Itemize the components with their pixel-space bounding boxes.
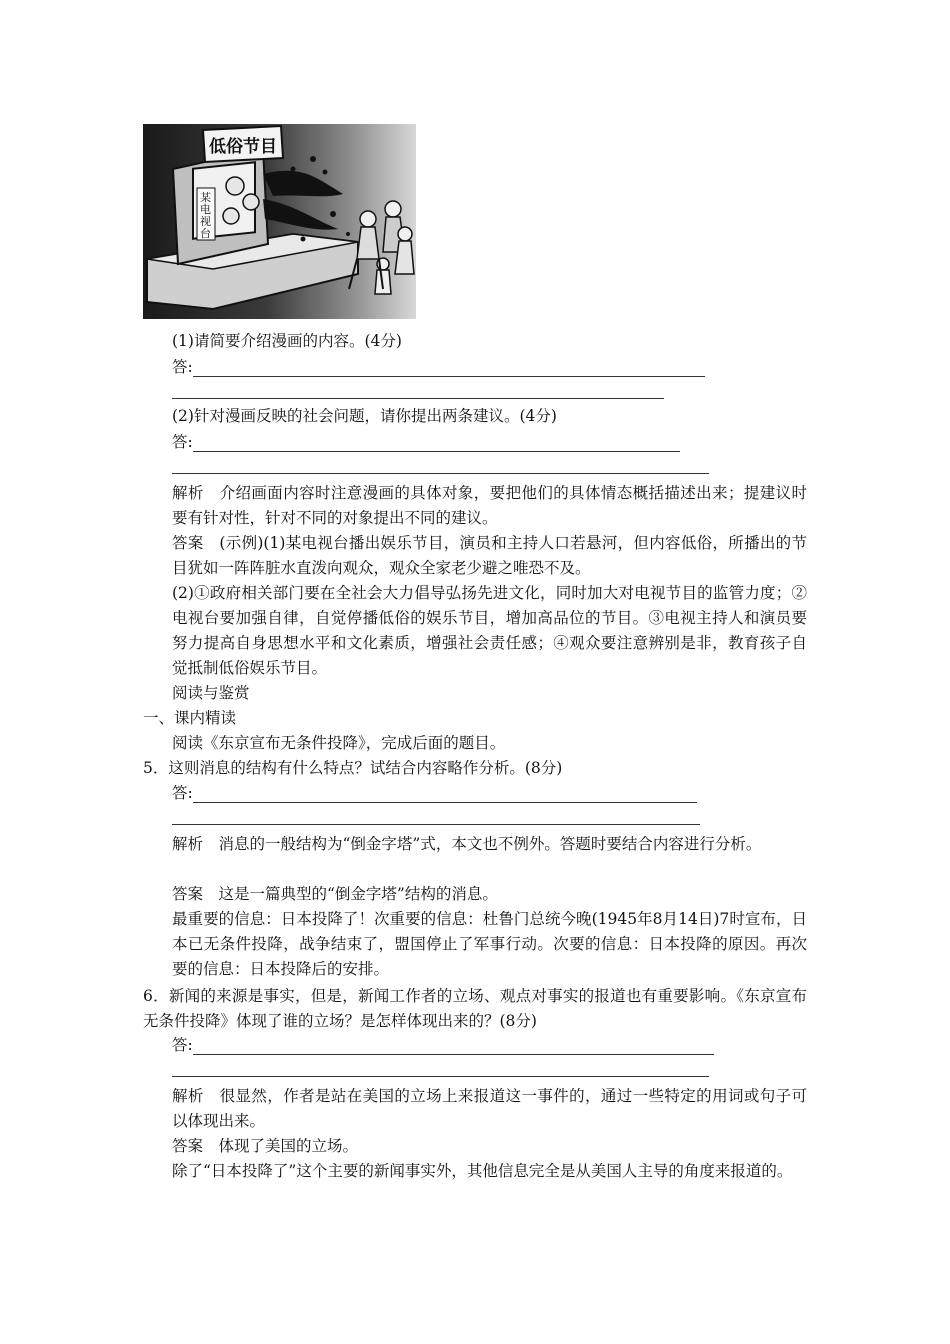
question-5: 5．这则消息的结构有什么特点？试结合内容略作分析。(8分) <box>143 759 563 777</box>
analysis-paragraph: 解析 消息的一般结构为“倒金字塔”式，本文也不例外。答题时要结合内容进行分析。 <box>172 835 762 853</box>
section-title: 阅读与鉴赏 <box>172 684 250 702</box>
answer-blank[interactable] <box>193 1041 714 1055</box>
answer-paragraph: 除了“日本投降了”这个主要的新闻事实外，其他信息完全是从美国人主导的角度来报道的。 <box>172 1162 793 1180</box>
answer-paragraph: 答案 体现了美国的立场。 <box>172 1137 359 1155</box>
question-6-text: 6．新闻的来源是事实，但是，新闻工作者的立场、观点对事实的报道也有重要影响。《东京宣布无条件投降》体现了谁的立场？是怎样体现出来的？(8分) <box>143 987 807 1030</box>
analysis-paragraph: 解析 很显然，作者是站在美国的立场上来报道这一事件的，通过一些特定的用词或句子可以体现出来。 <box>172 1087 807 1130</box>
answer-blank[interactable] <box>172 398 664 399</box>
answer-blank[interactable] <box>172 824 700 825</box>
answer-label: 答: <box>172 784 193 802</box>
svg-text:某电视台: 某电视台 <box>200 191 211 240</box>
answer-blank[interactable] <box>193 363 705 377</box>
answer-blank[interactable] <box>193 438 680 452</box>
answer-line-1 <box>172 357 705 377</box>
answer-line-5 <box>172 783 697 803</box>
answer-label: 答: <box>172 358 193 376</box>
question-2-prompt: (2)针对漫画反映的社会问题，请你提出两条建议。(4分) <box>172 407 557 425</box>
answer-blank[interactable] <box>172 1076 709 1077</box>
answer-blank[interactable] <box>193 789 697 803</box>
subsection-title: 一、课内精读 <box>143 709 237 727</box>
cartoon-image <box>143 124 416 319</box>
answer-line-2 <box>172 432 680 452</box>
cartoon-sign-text: 低俗节目 <box>209 137 277 157</box>
answer-paragraph: 答案 这是一篇典型的“倒金字塔”结构的消息。 <box>172 885 498 903</box>
answer-blank[interactable] <box>172 473 709 474</box>
answer-paragraph: 答案 (示例)(1)某电视台播出娱乐节目，演员和主持人口若悬河，但内容低俗，所播出的节目犹如一阵阵脏水直泼向观众，观众全家老少避之唯恐不及。 <box>172 534 807 577</box>
question-6 <box>143 984 807 1034</box>
answer-paragraph: 最重要的信息：日本投降了！次重要的信息：杜鲁门总统今晚(1945年8月14日)7时宣布，日本已无条件投降，战争结束了，盟国停止了军事行动。次要的信息：日本投降的原因。再次要的信息：日本投降后的安排。 <box>172 910 807 978</box>
question-1-prompt: (1)请简要介绍漫画的内容。(4分) <box>172 332 402 350</box>
answer-label: 答: <box>172 1036 193 1054</box>
answer-paragraph: (2)①政府相关部门要在全社会大力倡导弘扬先进文化，同时加大对电视节目的监管力度；②电视台要加强自律，自觉停播低俗的娱乐节目，增加高品位的节目。③电视主持人和演员要努力提高自身思想水平和文化素质，增强社会责任感；④观众要注意辨别是非，教育孩子自觉抵制低俗娱乐节目。 <box>172 584 807 677</box>
answer-label: 答: <box>172 433 193 451</box>
analysis-paragraph: 解析 介绍画面内容时注意漫画的具体对象，要把他们的具体情态概括描述出来；提建议时要有针对性，针对不同的对象提出不同的建议。 <box>172 484 807 527</box>
reading-instruction: 阅读《东京宣布无条件投降》，完成后面的题目。 <box>172 734 506 752</box>
answer-line-6 <box>172 1035 714 1055</box>
cartoon-drawing <box>143 124 416 319</box>
